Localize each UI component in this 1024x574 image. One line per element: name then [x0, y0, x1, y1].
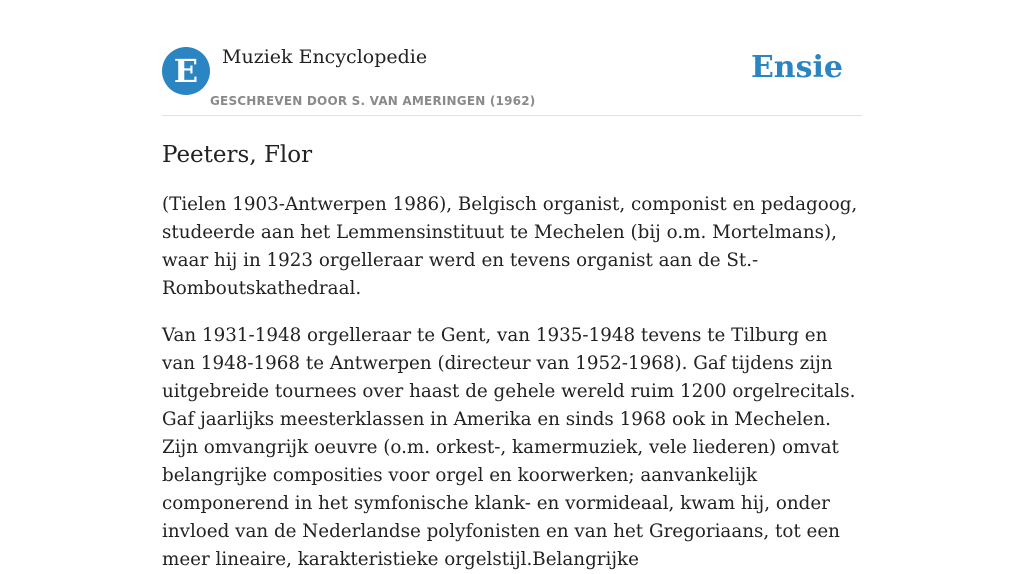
- ensie-brand-logo[interactable]: Ensie: [750, 50, 843, 85]
- encyclopedia-logo[interactable]: E: [162, 47, 210, 95]
- article-paragraph: (Tielen 1903-Antwerpen 1986), Belgisch organist, componist en pedagoog, studeerde aan het Lemmensinstituut te Mechelen (bij o.m. Mortelmans), waar hij in 1923 orgelleraar werd en tevens organist aan de St.-Romboutskathedraal.: [162, 194, 858, 299]
- article-paragraph: Van 1931-1948 orgelleraar te Gent, van 1935-1948 tevens te Tilburg en van 1948-1968 te Antwerpen (directeur van 1952-1968). Gaf tijdens zijn uitgebreide tournees over haast de gehele wereld ruim 1200 orgelrecitals. Gaf jaarlijks meesterklassen in Amerika en sinds 1968 ook in Mechelen. Zijn omvangrijk oeuvre (o.m. orkest-, kamermuziek, vele liederen) omvat belangrijke composities voor orgel en koorwerken; aanvankelijk componerend in het symfonische klank- en vormideaal, kwam hij, onder invloed van de Nederlandse polyfonisten en van het Gregoriaans, tot een meer lineaire, karakteristieke orgelstijl.Belangrijke: [162, 325, 856, 570]
- entry-title: Peeters, Flor: [162, 142, 313, 168]
- site-header: [162, 0, 862, 116]
- author-byline: GESCHREVEN DOOR S. VAN AMERINGEN (1962): [210, 94, 536, 108]
- encyclopedia-title-link[interactable]: Muziek Encyclopedie: [222, 46, 428, 68]
- article-body: [162, 140, 862, 574]
